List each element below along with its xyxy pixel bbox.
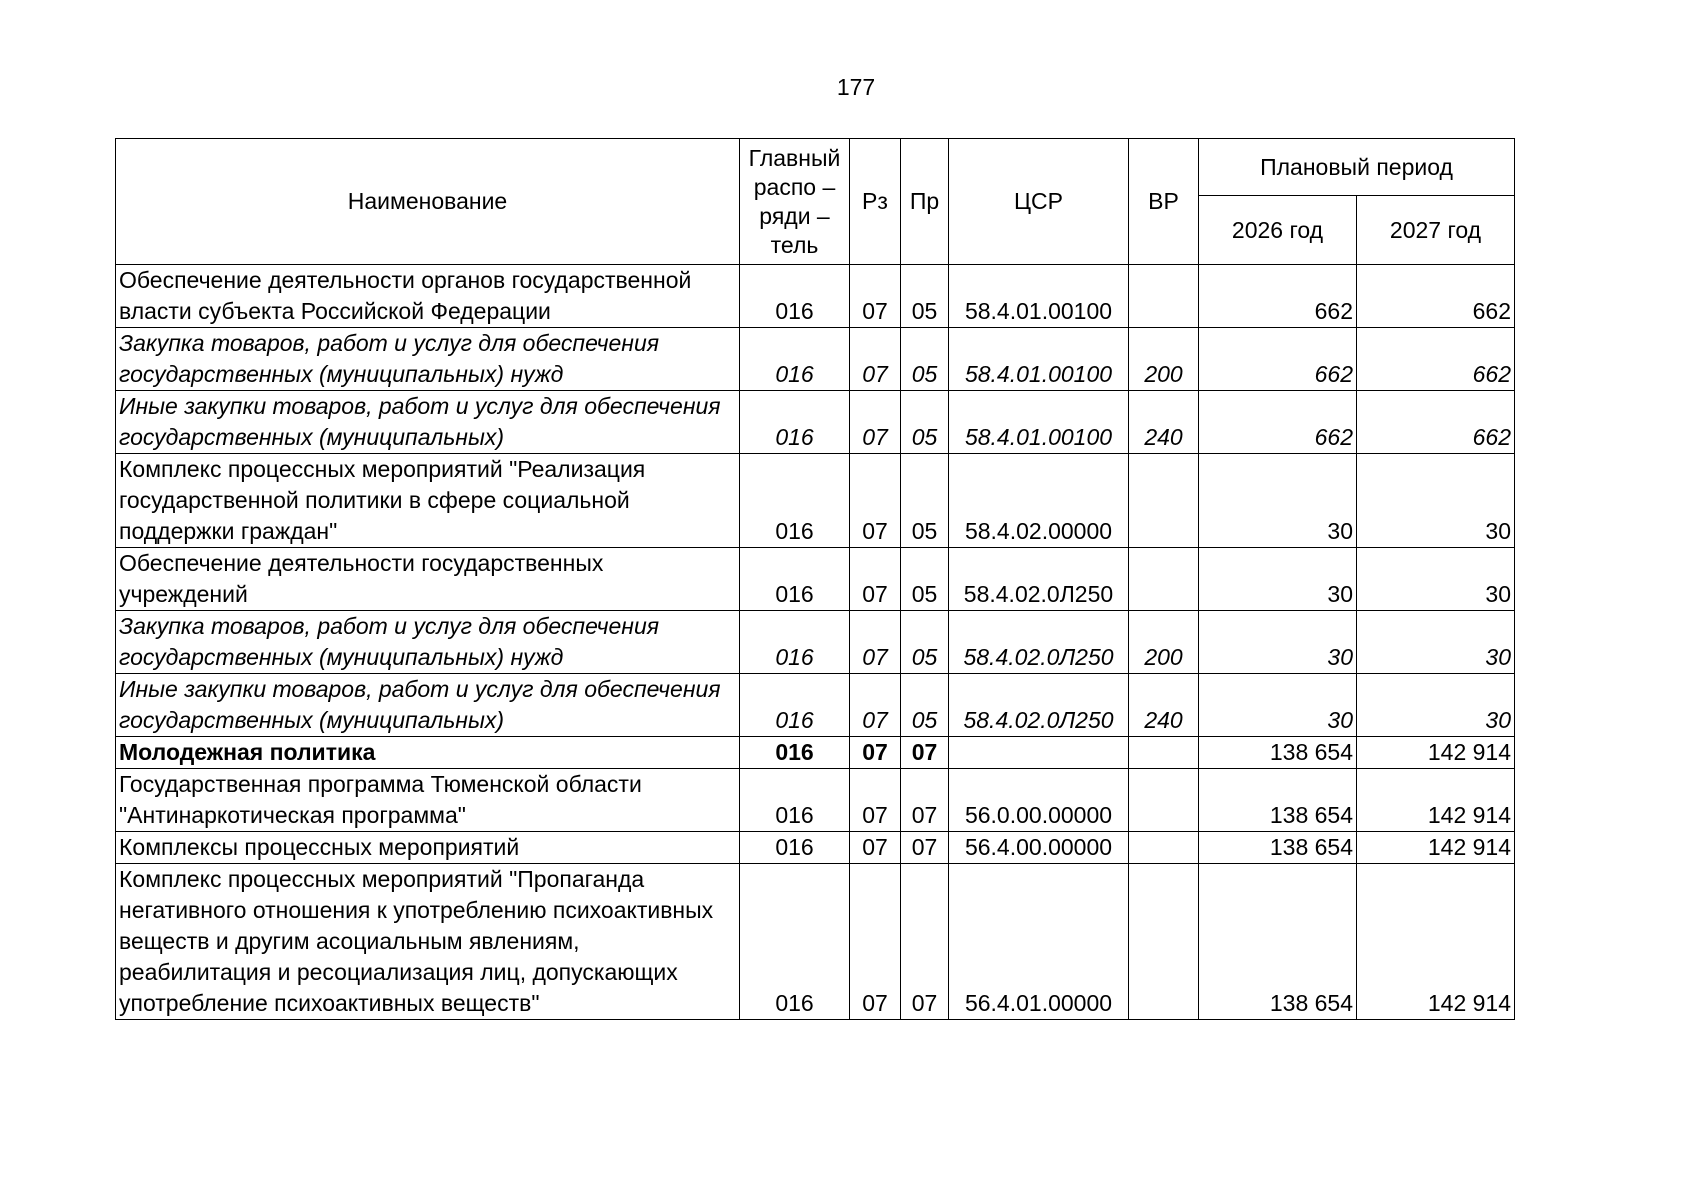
cell-csr: 58.4.01.00100 — [949, 328, 1129, 391]
cell-rz: 07 — [850, 391, 901, 454]
cell-grbs: 016 — [740, 265, 850, 328]
table-row — [116, 864, 1515, 1020]
cell-2026: 138 654 — [1199, 832, 1357, 864]
cell-csr: 56.4.01.00000 — [949, 864, 1129, 1020]
cell-grbs: 016 — [740, 864, 850, 1020]
cell-vr — [1129, 737, 1199, 769]
cell-2027: 662 — [1357, 328, 1515, 391]
cell-rz: 07 — [850, 265, 901, 328]
cell-name: Обеспечение деятельности государственных учреждений — [116, 548, 740, 611]
cell-vr — [1129, 548, 1199, 611]
cell-rz: 07 — [850, 674, 901, 737]
cell-csr: 58.4.02.0Л250 — [949, 674, 1129, 737]
cell-grbs: 016 — [740, 391, 850, 454]
table-header — [116, 139, 1515, 265]
cell-name: Обеспечение деятельности органов государственной власти субъекта Российской Федерации — [116, 265, 740, 328]
cell-pr: 07 — [901, 737, 949, 769]
cell-rz: 07 — [850, 737, 901, 769]
header-year-2026: 2026 год — [1199, 196, 1357, 265]
table-body — [116, 265, 1515, 1020]
cell-grbs: 016 — [740, 769, 850, 832]
cell-pr: 05 — [901, 265, 949, 328]
cell-rz: 07 — [850, 454, 901, 548]
cell-2026: 138 654 — [1199, 769, 1357, 832]
cell-vr: 200 — [1129, 328, 1199, 391]
cell-pr: 05 — [901, 548, 949, 611]
cell-pr: 07 — [901, 864, 949, 1020]
header-grbs-line: ряди – — [759, 202, 830, 229]
cell-name: Иные закупки товаров, работ и услуг для обеспечения государственных (муниципальных) — [116, 391, 740, 454]
cell-2027: 662 — [1357, 265, 1515, 328]
cell-2027: 30 — [1357, 674, 1515, 737]
cell-2026: 30 — [1199, 674, 1357, 737]
cell-csr: 58.4.01.00100 — [949, 391, 1129, 454]
cell-rz: 07 — [850, 832, 901, 864]
cell-vr — [1129, 454, 1199, 548]
cell-name: Закупка товаров, работ и услуг для обеспечения государственных (муниципальных) нужд — [116, 611, 740, 674]
cell-rz: 07 — [850, 611, 901, 674]
cell-grbs: 016 — [740, 832, 850, 864]
table-row — [116, 328, 1515, 391]
cell-grbs: 016 — [740, 737, 850, 769]
cell-2027: 30 — [1357, 548, 1515, 611]
cell-2027: 30 — [1357, 611, 1515, 674]
cell-2026: 30 — [1199, 548, 1357, 611]
cell-name: Закупка товаров, работ и услуг для обеспечения государственных (муниципальных) нужд — [116, 328, 740, 391]
cell-2027: 142 914 — [1357, 832, 1515, 864]
cell-rz: 07 — [850, 769, 901, 832]
header-csr: ЦСР — [949, 139, 1129, 265]
cell-csr: 56.4.00.00000 — [949, 832, 1129, 864]
cell-rz: 07 — [850, 864, 901, 1020]
cell-csr: 58.4.01.00100 — [949, 265, 1129, 328]
table-row — [116, 391, 1515, 454]
table-row — [116, 674, 1515, 737]
cell-csr: 58.4.02.0Л250 — [949, 548, 1129, 611]
cell-name: Комплекс процессных мероприятий "Реализация государственной политики в сфере социальной поддержки граждан" — [116, 454, 740, 548]
cell-2026: 138 654 — [1199, 737, 1357, 769]
cell-2026: 662 — [1199, 328, 1357, 391]
cell-grbs: 016 — [740, 454, 850, 548]
cell-csr: 58.4.02.0Л250 — [949, 611, 1129, 674]
cell-pr: 05 — [901, 391, 949, 454]
cell-vr — [1129, 864, 1199, 1020]
cell-2027: 142 914 — [1357, 864, 1515, 1020]
header-name: Наименование — [116, 139, 740, 265]
header-vr: ВР — [1129, 139, 1199, 265]
cell-vr — [1129, 265, 1199, 328]
cell-pr: 05 — [901, 611, 949, 674]
header-rz: Рз — [850, 139, 901, 265]
cell-grbs: 016 — [740, 548, 850, 611]
cell-csr: 58.4.02.00000 — [949, 454, 1129, 548]
table-row — [116, 454, 1515, 548]
cell-2027: 142 914 — [1357, 769, 1515, 832]
header-period: Плановый период — [1199, 139, 1515, 196]
cell-vr: 240 — [1129, 391, 1199, 454]
cell-grbs: 016 — [740, 674, 850, 737]
cell-name: Молодежная политика — [116, 737, 740, 769]
cell-csr: 56.0.00.00000 — [949, 769, 1129, 832]
cell-name: Государственная программа Тюменской области "Антинаркотическая программа" — [116, 769, 740, 832]
page-number: 177 — [836, 74, 876, 100]
cell-grbs: 016 — [740, 611, 850, 674]
cell-2026: 138 654 — [1199, 864, 1357, 1020]
cell-2026: 30 — [1199, 611, 1357, 674]
cell-2027: 30 — [1357, 454, 1515, 548]
cell-pr: 05 — [901, 674, 949, 737]
cell-2027: 142 914 — [1357, 737, 1515, 769]
cell-name: Комплекс процессных мероприятий "Пропаганда негативного отношения к употреблению психоактивных веществ и другим асоциальным явлениям, реабилитация и ресоциализация лиц, допускающих употребление психоактивных веществ" — [116, 864, 740, 1020]
header-grbs-line: Главный — [748, 144, 841, 171]
cell-pr: 07 — [901, 832, 949, 864]
cell-grbs: 016 — [740, 328, 850, 391]
table-row — [116, 769, 1515, 832]
header-pr: Пр — [901, 139, 949, 265]
cell-2026: 662 — [1199, 265, 1357, 328]
cell-name: Комплексы процессных мероприятий — [116, 832, 740, 864]
table-row — [116, 611, 1515, 674]
budget-table — [115, 138, 1515, 1020]
table-row — [116, 737, 1515, 769]
cell-2027: 662 — [1357, 391, 1515, 454]
header-year-2027: 2027 год — [1357, 196, 1515, 265]
cell-csr — [949, 737, 1129, 769]
cell-rz: 07 — [850, 548, 901, 611]
cell-rz: 07 — [850, 328, 901, 391]
cell-pr: 05 — [901, 328, 949, 391]
cell-vr: 200 — [1129, 611, 1199, 674]
table-row — [116, 548, 1515, 611]
header-grbs-line: тель — [770, 231, 819, 258]
table-row — [116, 832, 1515, 864]
cell-vr — [1129, 832, 1199, 864]
cell-2026: 662 — [1199, 391, 1357, 454]
cell-name: Иные закупки товаров, работ и услуг для обеспечения государственных (муниципальных) — [116, 674, 740, 737]
cell-pr: 05 — [901, 454, 949, 548]
header-grbs — [740, 139, 850, 265]
cell-vr — [1129, 769, 1199, 832]
header-grbs-line: распо – — [753, 173, 836, 200]
cell-pr: 07 — [901, 769, 949, 832]
cell-2026: 30 — [1199, 454, 1357, 548]
cell-vr: 240 — [1129, 674, 1199, 737]
table-row — [116, 265, 1515, 328]
